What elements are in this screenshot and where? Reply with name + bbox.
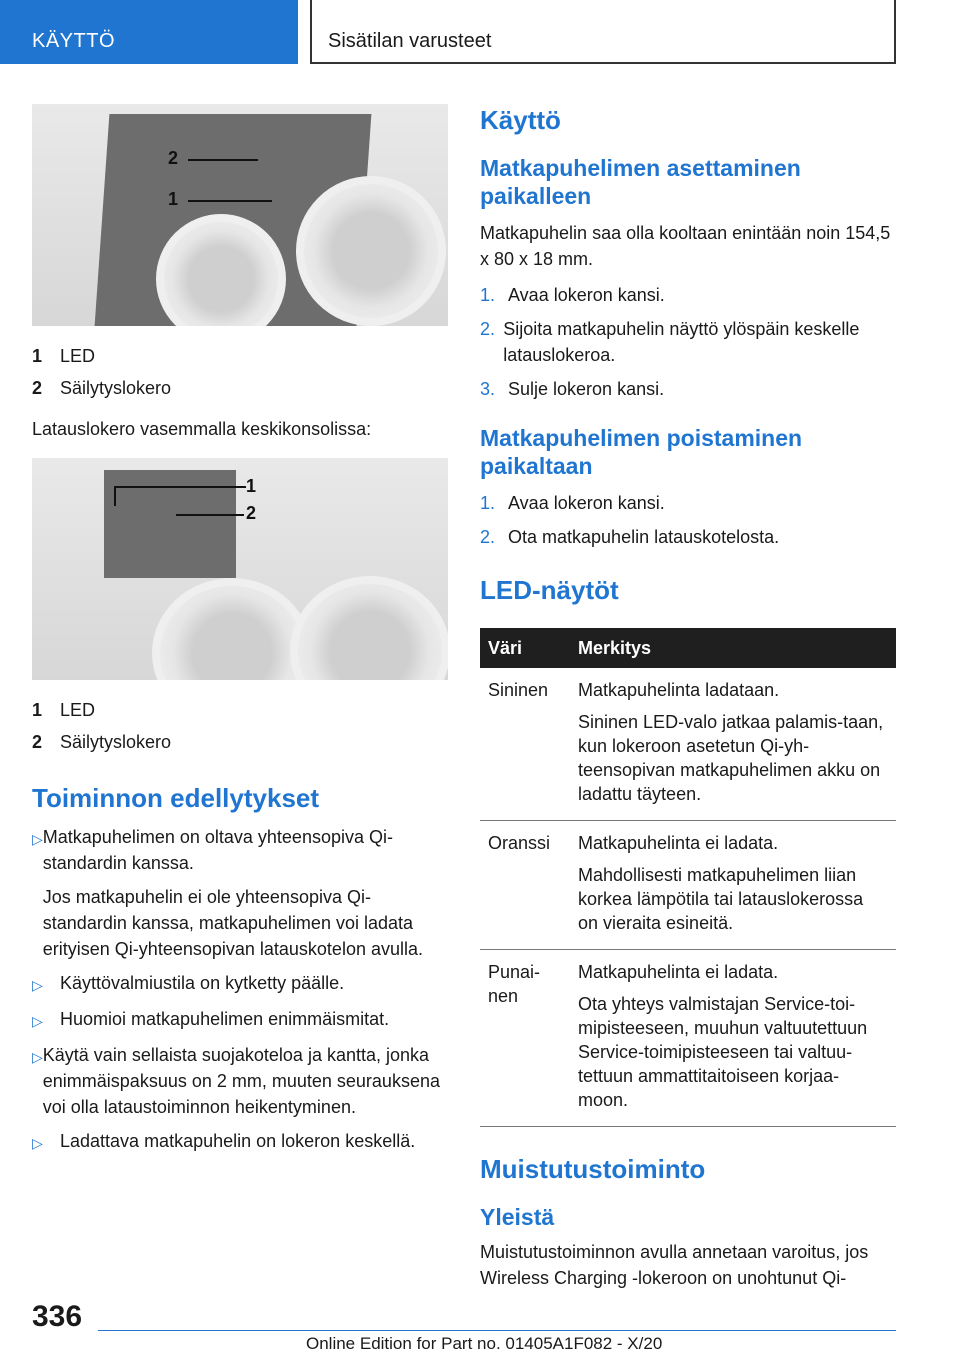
chapter-tab [0,0,298,64]
reminder-heading: Muistutustoiminto [480,1154,706,1184]
console-photo-left [32,458,448,680]
page-header [310,0,896,64]
general-text: Muistutustoiminnon avulla annetaan varoitus, jos Wireless Charging -lokeroon on unohtunut Qi- [480,1242,869,1288]
remove-heading: Matkapuhelimen poistaminen paikaltaan [480,425,803,479]
list-item: 1. Avaa lokeron kansi. [480,285,665,305]
legend-row: 1 LED [32,346,96,366]
legend-row: 2 Säilytyslokero [32,732,172,752]
place-steps [480,282,896,402]
list-item: 3. Sulje lokeron kansi. [480,379,665,399]
triangle-bullet-icon: ▷ [32,1049,43,1065]
table-header-row: Väri Merkitys [480,628,896,668]
callout-1: 1 [168,189,179,209]
remove-steps [480,490,896,550]
table-row: Oranssi Matkapuhelinta ei ladata. Mahdollisesti matkapuhelimen liian korkea lämpötila tai latauslokerossa on vieraita esineitä. [480,821,896,950]
triangle-bullet-icon: ▷ [32,1135,43,1151]
place-text: Matkapuhelin saa olla kooltaan enintään noin 154,5 x 80 x 18 mm. [480,223,891,269]
general-heading: Yleistä [480,1204,555,1230]
callout-1: 1 [246,476,257,496]
left-column [32,104,448,1164]
callout-2: 2 [246,503,257,523]
list-item: ▷ Käyttövalmiustila on kytketty päälle. [32,970,448,998]
list-item: ▷ Matkapuhelimen on oltava yhteensopiva Qi-standardin kanssa. Jos matkapuhelin ei ole yhteensopiva Qi-standardin kanssa, matkapuhelimen voi ladata erityisen Qi-yhteensopivan latauskotelon avulla. [32,824,448,962]
list-item: 2. Sijoita matkapuhelin näyttö ylöspäin keskelle latauslokeroa. [480,319,860,365]
list-item: ▷ Huomioi matkapuhelimen enimmäismitat. [32,1006,448,1034]
footer-divider [98,1330,896,1331]
callout-2: 2 [168,148,179,168]
legend-top [32,340,448,404]
place-heading: Matkapuhelimen asettaminen paikalleen [480,155,801,209]
chapter-label: KÄYTTÖ [32,30,116,52]
list-item: ▷ Käytä vain sellaista suojakoteloa ja kantta, jonka enimmäispaksuus on 2 mm, muuten seurauksena voi olla lataustoiminnon heikentyminen. [32,1042,448,1120]
list-item: ▷ Ladattava matkapuhelin on lokeron keskellä. [32,1128,448,1156]
page-header-title: Sisätilan varusteet [328,30,492,52]
prerequisites-list [32,824,448,1156]
table-row: Punai-nen Matkapuhelinta ei ladata. Ota yhteys valmistajan Service-toi-mipisteeseen, muuhun valtuutettuun Service-toimipisteeseen tai valtuu-tettuun ammattitaitoiseen korjaa-moon. [480,950,896,1127]
list-item: 2. Ota matkapuhelin latauskotelosta. [480,527,780,547]
figure-caption: Latauslokero vasemmalla keskikonsolissa: [32,419,372,439]
triangle-bullet-icon: ▷ [32,977,43,993]
triangle-bullet-icon: ▷ [32,1013,43,1029]
prerequisites-heading: Toiminnon edellytykset [32,783,320,813]
legend-left [32,694,448,758]
right-column [480,104,896,1291]
operation-heading: Käyttö [480,105,561,135]
table-row: Sininen Matkapuhelinta ladataan. Sininen LED-valo jatkaa palamis-taan, kun lokeroon asetetun Qi-yh-teensopivan matkapuhelimen akku on ladattu täyteen. [480,668,896,821]
led-heading: LED-näytöt [480,575,619,605]
legend-row: 1 LED [32,700,96,720]
triangle-bullet-icon: ▷ [32,831,43,847]
led-table [480,628,896,1127]
edition-footer: Online Edition for Part no. 01405A1F082 - X/20 [306,1334,663,1353]
legend-row: 2 Säilytyslokero [32,378,172,398]
console-photo-top [32,104,448,326]
list-item: 1. Avaa lokeron kansi. [480,493,665,513]
page-number: 336 [32,1300,83,1333]
